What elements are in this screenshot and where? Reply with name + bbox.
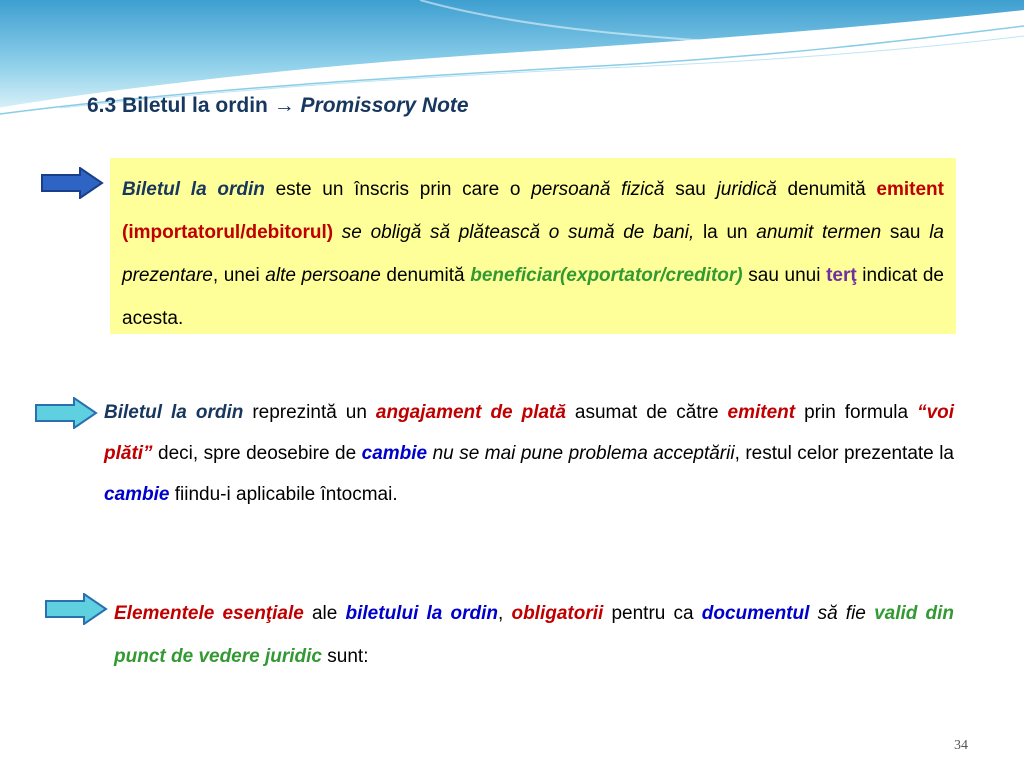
commitment-paragraph: Biletul la ordin reprezintă un angajament de plată asumat de către emitent prin formula “voi plăti” deci, spre deosebire de cambie nu se mai pune problema acceptării, restul celor prezentate la cambie fiindu-i aplicabile întocmai. bbox=[104, 402, 955, 505]
right-arrow-icon bbox=[44, 593, 108, 625]
right-arrow-icon bbox=[40, 167, 104, 199]
definition-paragraph: Biletul la ordin este un înscris prin care o persoană fizică sau juridică denumită emitent (importatorul/debitorul) se obligă să plătească o sumă de bani, la un anumit termen sau la prezentare, unei alte persoane denumită beneficiar(exportator/creditor) sau unui terţ indicat de acesta. bbox=[122, 179, 944, 329]
elements-paragraph: Elementele esenţiale ale biletului la ordin, obligatorii pentru ca documentul să fie valid din punct de vedere juridic sunt: bbox=[114, 603, 955, 667]
slide-title-italic: Promissory Note bbox=[300, 94, 469, 117]
slide-title-main: 6.3 Biletul la ordin → bbox=[87, 94, 301, 117]
page-number: 34 bbox=[954, 738, 968, 753]
right-arrow-icon bbox=[34, 397, 98, 429]
slide-title bbox=[87, 94, 469, 118]
